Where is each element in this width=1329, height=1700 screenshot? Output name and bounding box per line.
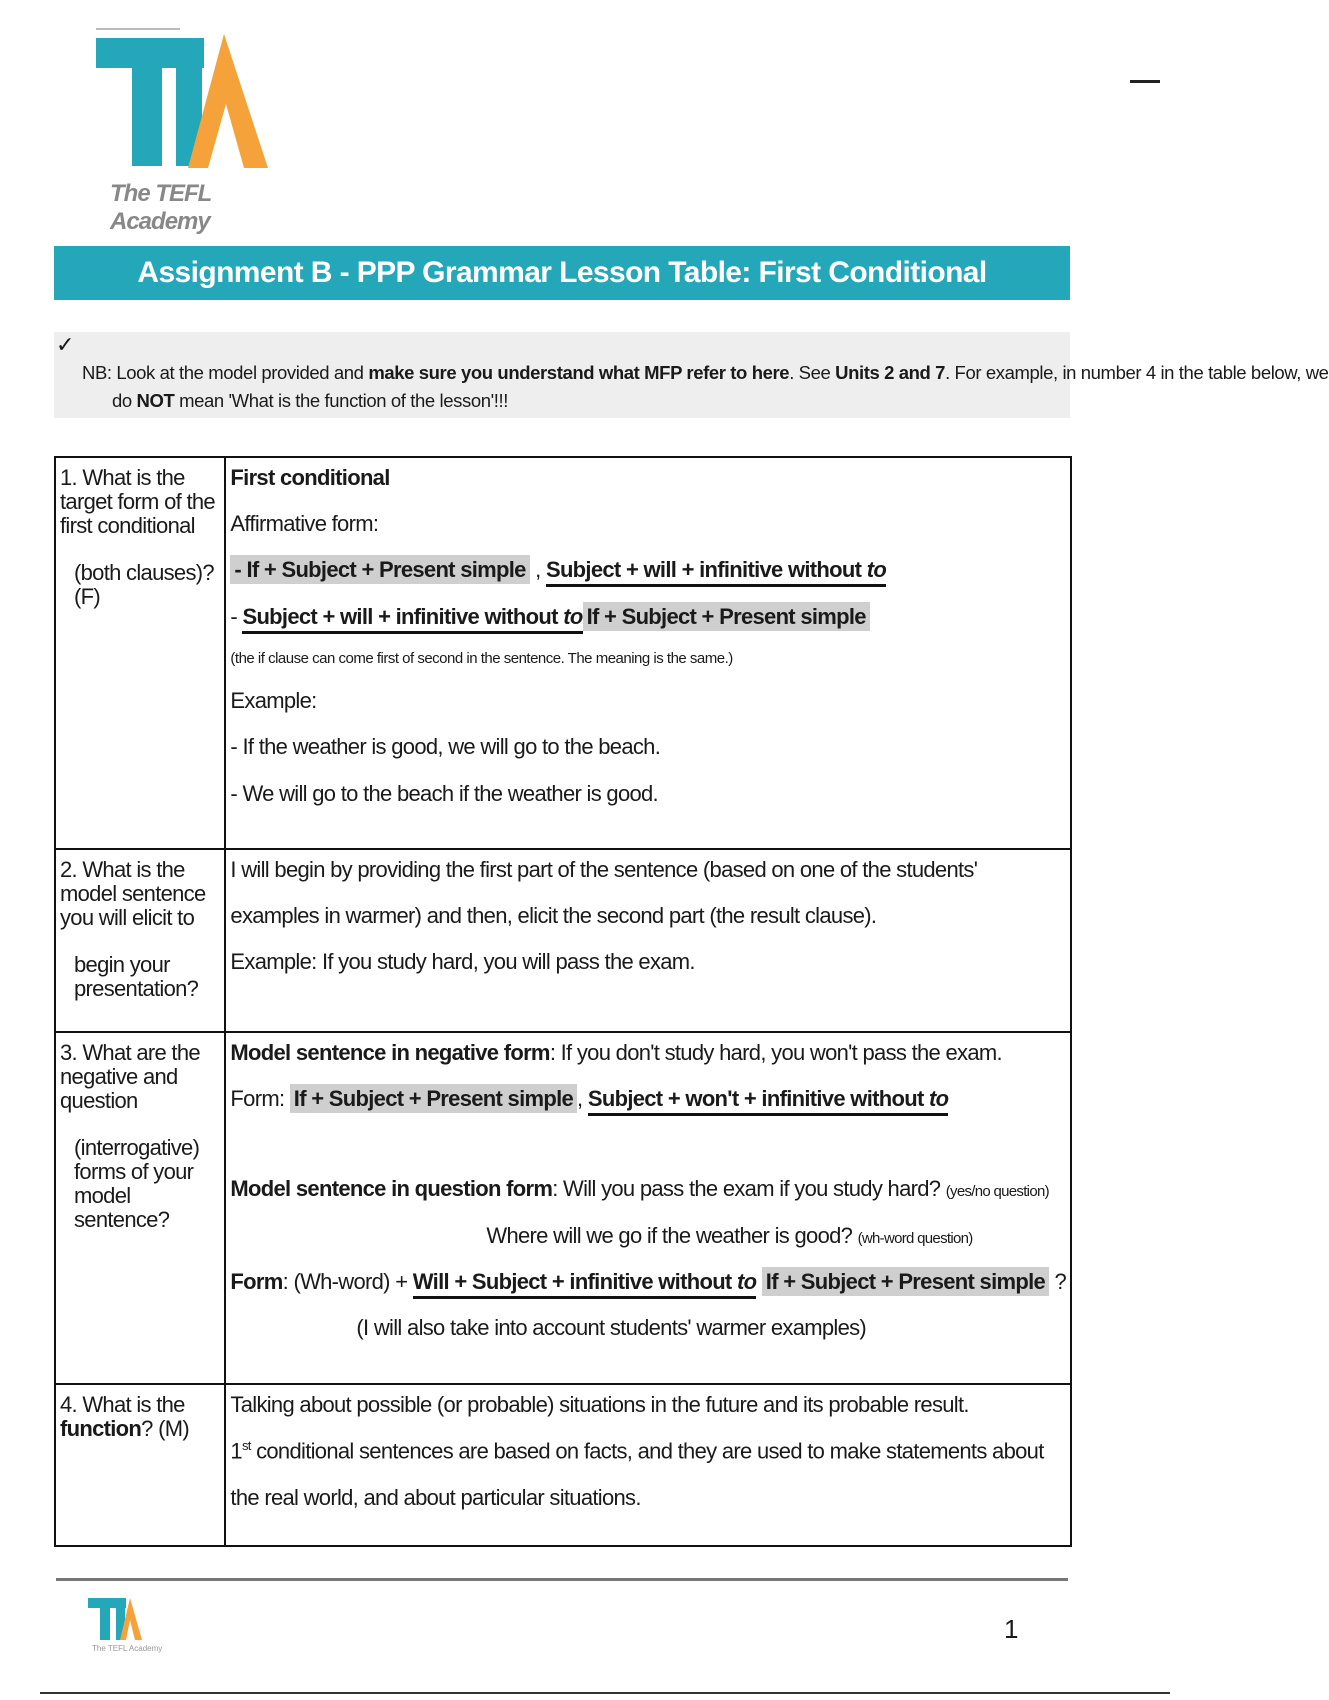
checkmark-icon: ✓	[56, 332, 75, 357]
lesson-table	[54, 456, 1072, 1547]
question-cell: 3. What are the negative and question (interrogative) forms of your model sentence?	[55, 1032, 225, 1384]
logo-rule	[96, 28, 180, 30]
page-bottom-rule	[40, 1692, 1170, 1694]
answer-cell: First conditional Affirmative form: - If + Subject + Present simple , Subject + will + infinitive without to - Subject + will + infinitive without to If + Subject + Present simple (the if clause can come first of second in the sentence. The meaning is the same.) Example: - If the weather is good, we will go to the beach. - We will go to the beach if the weather is good.	[225, 457, 1071, 849]
logo-subtitle: The TEFL Academy	[110, 180, 211, 235]
logo-t-stem-1	[132, 68, 162, 166]
table-row	[55, 457, 1071, 849]
page-number: 1	[1004, 1614, 1019, 1644]
note-line-2: do NOT mean 'What is the function of the lesson'!!!	[112, 390, 508, 411]
question-cell: 4. What is the function? (M)	[55, 1384, 225, 1546]
answer-cell: Model sentence in negative form: If you don't study hard, you won't pass the exam. Form: If + Subject + Present simple , Subject + won't + infinitive without to Model sentence in question form: Will you pass the exam if you study hard? (yes/no question) Where will we go if the weather is good? (wh-word question) Form: (Wh-word) + Will + Subject + infinitive without to If + Subject + Present simple ? (I will also take into account students' warmer examples)	[225, 1032, 1071, 1384]
form-affirmative-1: - If + Subject + Present simple , Subject + will + infinitive without to	[230, 558, 1066, 582]
table-row	[55, 849, 1071, 1032]
question-cell: 1. What is the target form of the first conditional (both clauses)? (F)	[55, 457, 225, 849]
answer-cell: Talking about possible (or probable) situations in the future and its probable result. 1st conditional sentences are based on facts, and they are used to make statements about the real world, and about particular situations.	[225, 1384, 1071, 1546]
logo-a-shape	[188, 34, 268, 168]
answer-heading: First conditional	[230, 465, 390, 490]
page-title-banner: Assignment B - PPP Grammar Lesson Table: First Conditional	[54, 246, 1070, 300]
answer-cell: I will begin by providing the first part of the sentence (based on one of the students' examples in warmer) and then, elicit the second part (the result clause). Example: If you study hard, you will pass the exam.	[225, 849, 1071, 1032]
note-line-1: NB: Look at the model provided and make sure you understand what MFP refer to here. See Units 2 and 7. For example, in number 4 in the table below, we	[82, 362, 1329, 383]
form-negative: Form: If + Subject + Present simple , Subject + won't + infinitive without to	[230, 1087, 1066, 1111]
form-affirmative-2: - Subject + will + infinitive without to If + Subject + Present simple	[230, 605, 1066, 629]
corner-dash	[1130, 80, 1160, 83]
footer-logo: The TEFL Academy	[88, 1598, 148, 1658]
question-cell: 2. What is the model sentence you will elicit to begin your presentation?	[55, 849, 225, 1032]
table-row	[55, 1032, 1071, 1384]
footer-rule	[56, 1578, 1068, 1581]
tta-logo	[96, 30, 266, 235]
table-row	[55, 1384, 1071, 1546]
note-box	[54, 332, 1329, 418]
form-question: Form: (Wh-word) + Will + Subject + infinitive without to If + Subject + Present simple ?	[230, 1270, 1066, 1294]
